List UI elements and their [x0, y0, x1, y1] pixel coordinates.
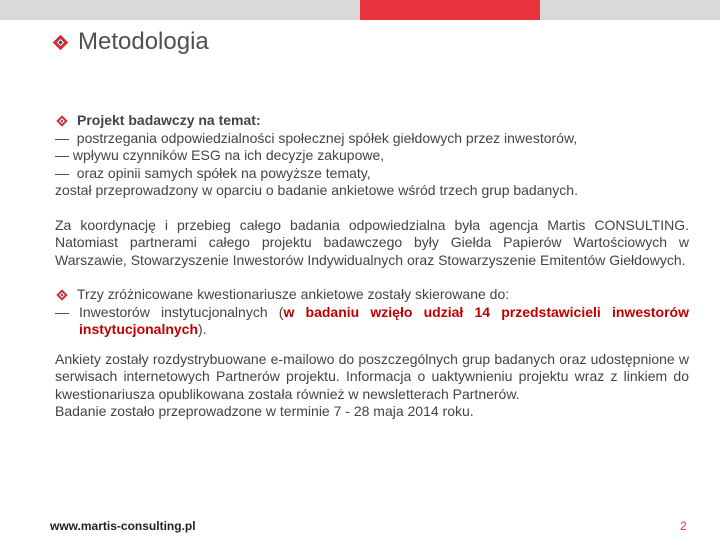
section1-item: — postrzegania odpowiedzialności społecznej spółek giełdowych przez inwestorów, [55, 129, 578, 146]
section1-heading-row [55, 112, 689, 130]
section1-closing: został przeprowadzony w oparciu o badanie ankietowe wśród trzech grup badanych. [55, 182, 578, 198]
diamond-bullet-icon [56, 289, 67, 300]
page-title: Metodologia [78, 28, 209, 55]
footer-url: www.martis-consulting.pl [50, 519, 196, 533]
section1-heading: Projekt badawczy na temat: [77, 112, 261, 128]
dash-marker: — [55, 303, 69, 320]
section1-item: — wpływu czynników ESG na ich decyzje zakupowe, [55, 147, 385, 163]
section3-item-suffix: ). [198, 321, 207, 337]
title-row [55, 28, 209, 56]
top-accent-bar [360, 0, 540, 20]
diamond-bullet-icon [53, 34, 69, 50]
section3-heading: Trzy zróżnicowane kwestionariusze ankietowe zostały skierowane do: [77, 286, 510, 302]
section3-heading-row [55, 286, 689, 304]
section3-item-highlight: w badaniu wzięło udział 14 przedstawicieli inwestorów instytucjonalnych [79, 303, 689, 337]
dates-paragraph: Badanie zostało przeprowadzone w terminie 7 - 28 maja 2014 roku. [55, 403, 474, 419]
slide-content [55, 112, 689, 421]
coordination-paragraph: Za koordynację i przebieg całego badania odpowiedzialna była agencja Martis CONSULTING. Natomiast partnerami całego projektu badawczego były Giełda Papierów Wartościowych w Warszawie, Stowarzyszenie Inwestorów Indywidualnych oraz Stowarzyszenie Emitentów Giełdowych. [55, 216, 689, 268]
section1-item: — oraz opinii samych spółek na powyższe tematy, [55, 164, 371, 181]
section3-item-prefix: Inwestorów instytucjonalnych ( [79, 303, 284, 320]
section3-item [55, 304, 689, 339]
page-number: 2 [680, 519, 687, 533]
diamond-bullet-icon [56, 115, 67, 126]
distribution-paragraph: Ankiety zostały rozdystrybuowane e-mailowo do poszczególnych grup badanych oraz udostępnione w serwisach internetowych Partnerów projektu. Informacja o uaktywnieniu projektu wraz z linkiem do kwestionariusza opublikowana została również w newsletterach Partnerów. [55, 350, 689, 402]
